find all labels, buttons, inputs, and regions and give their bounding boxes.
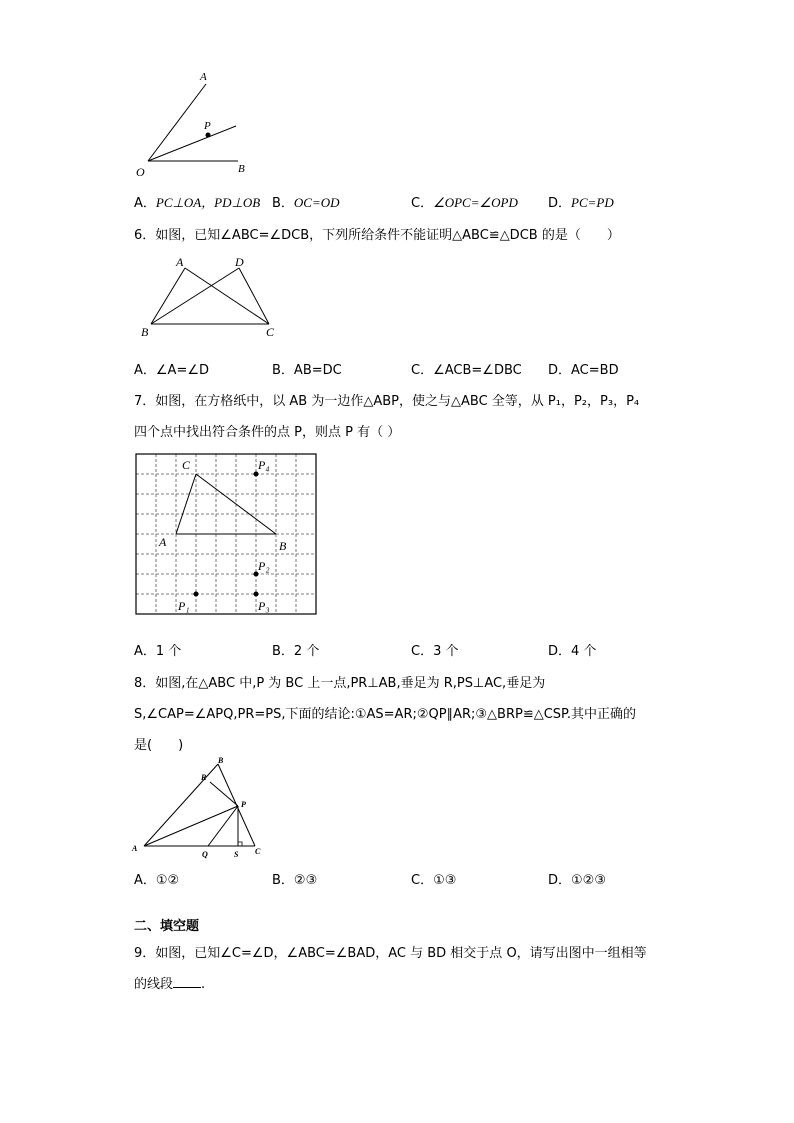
option-text: 4 个 bbox=[571, 644, 597, 659]
option-key: B． bbox=[272, 644, 294, 659]
option-text: 3 个 bbox=[433, 644, 459, 659]
option-text: ①③ bbox=[433, 873, 457, 888]
label-O: O bbox=[136, 165, 145, 179]
q7-stem-line2: 四个点中找出符合条件的点 P，则点 P 有（ ） bbox=[134, 425, 401, 440]
q5-option-d[interactable] bbox=[548, 192, 614, 211]
q7-option-a[interactable] bbox=[134, 640, 181, 659]
q9-stem-line2 bbox=[134, 973, 205, 992]
q6-stem: 6．如图，已知∠ABC=∠DCB，下列所给条件不能证明△ABC≌△DCB 的是（ ） bbox=[134, 228, 620, 243]
label-A: A bbox=[159, 535, 167, 549]
option-key: C． bbox=[411, 644, 434, 659]
label-B: B bbox=[238, 163, 245, 175]
option-text: PC=PD bbox=[571, 195, 614, 210]
option-text: AC=BD bbox=[571, 363, 619, 378]
q8-stem-line1: 8．如图,在△ABC 中,P 为 BC 上一点,PR⊥AB,垂足为 R,PS⊥AC,垂足为 bbox=[134, 676, 546, 691]
label-C: C bbox=[182, 458, 191, 472]
option-key: A． bbox=[134, 196, 156, 211]
label-P: P bbox=[241, 800, 246, 809]
label-C: C bbox=[255, 847, 261, 856]
option-text: 2 个 bbox=[293, 644, 320, 659]
label-D: D bbox=[235, 255, 244, 269]
q8-stem-line2: S,∠CAP=∠APQ,PR=PS,下面的结论:①AS=AR;②QP∥AR;③△BRP≌△CSP.其中正确的 bbox=[134, 707, 636, 722]
option-text: PC⊥OA，PD⊥OB bbox=[155, 195, 261, 210]
option-key: C． bbox=[411, 363, 434, 378]
option-text: 1 个 bbox=[155, 644, 182, 659]
q8-figure bbox=[128, 756, 278, 860]
q8-option-d[interactable] bbox=[548, 869, 606, 888]
option-text: OC=OD bbox=[293, 195, 340, 210]
option-text: ∠OPC=∠OPD bbox=[433, 195, 518, 210]
option-text: ②③ bbox=[293, 873, 318, 888]
option-key: D． bbox=[548, 644, 572, 659]
label-R: R bbox=[201, 773, 207, 782]
option-key: A． bbox=[134, 644, 156, 659]
option-key: B． bbox=[272, 873, 294, 888]
option-text: ①② bbox=[155, 873, 180, 888]
label-P3: P₃ bbox=[258, 599, 270, 613]
option-key: B． bbox=[272, 196, 294, 211]
q8-option-c[interactable] bbox=[411, 869, 456, 888]
label-A: A bbox=[200, 71, 207, 83]
label-P2: P₂ bbox=[258, 559, 270, 573]
option-text: AB=DC bbox=[293, 363, 342, 378]
option-key: C． bbox=[411, 873, 434, 888]
q7-option-b[interactable] bbox=[272, 640, 319, 659]
label-P: P bbox=[204, 120, 211, 132]
q7-option-d[interactable] bbox=[548, 640, 596, 659]
label-P1: P₁ bbox=[178, 599, 190, 613]
angle-figure bbox=[130, 66, 260, 181]
option-text: ∠ACB=∠DBC bbox=[433, 363, 522, 378]
q5-option-c[interactable] bbox=[411, 192, 518, 211]
option-key: A． bbox=[134, 873, 156, 888]
label-B: B bbox=[218, 756, 224, 765]
q6-figure bbox=[138, 254, 288, 342]
q6-option-b[interactable] bbox=[272, 359, 342, 378]
label-B: B bbox=[141, 325, 149, 339]
q9-stem-line1: 9．如图，已知∠C=∠D，∠ABC=∠BAD，AC 与 BD 相交于点 O，请写出图中一组相等 bbox=[134, 946, 647, 961]
q9-stem-text: 的线段 bbox=[134, 977, 174, 992]
option-key: C． bbox=[411, 196, 434, 211]
q7-option-c[interactable] bbox=[411, 640, 458, 659]
q8-option-b[interactable] bbox=[272, 869, 317, 888]
q7-stem-line1: 7．如图，在方格纸中，以 AB 为一边作△ABP，使之与△ABC 全等，从 P₁，P₂，P₃，P₄ bbox=[134, 394, 640, 409]
q7-grid-figure bbox=[134, 452, 320, 618]
q8-stem-line3: 是( ) bbox=[134, 738, 184, 753]
q5-option-b[interactable] bbox=[272, 192, 340, 211]
option-text: ∠A=∠D bbox=[155, 363, 210, 378]
label-Q: Q bbox=[202, 850, 208, 859]
q6-option-d[interactable] bbox=[548, 359, 619, 378]
q9-end: . bbox=[201, 977, 206, 992]
label-P4: P₄ bbox=[258, 458, 270, 472]
option-text: ①②③ bbox=[571, 873, 606, 888]
label-A: A bbox=[176, 255, 184, 269]
label-C: C bbox=[266, 325, 275, 339]
option-key: A． bbox=[134, 363, 156, 378]
q6-option-c[interactable] bbox=[411, 359, 522, 378]
q6-option-a[interactable] bbox=[134, 359, 209, 378]
option-key: D． bbox=[548, 873, 572, 888]
label-A: A bbox=[132, 844, 138, 853]
answer-blank[interactable] bbox=[173, 987, 201, 988]
q8-option-a[interactable] bbox=[134, 869, 179, 888]
option-key: B． bbox=[272, 363, 294, 378]
label-S: S bbox=[234, 850, 239, 859]
label-B: B bbox=[279, 539, 287, 553]
option-key: D． bbox=[548, 196, 572, 211]
option-key: D． bbox=[548, 363, 572, 378]
section-title: 二、填空题 bbox=[134, 919, 200, 934]
q5-option-a[interactable] bbox=[134, 192, 260, 211]
